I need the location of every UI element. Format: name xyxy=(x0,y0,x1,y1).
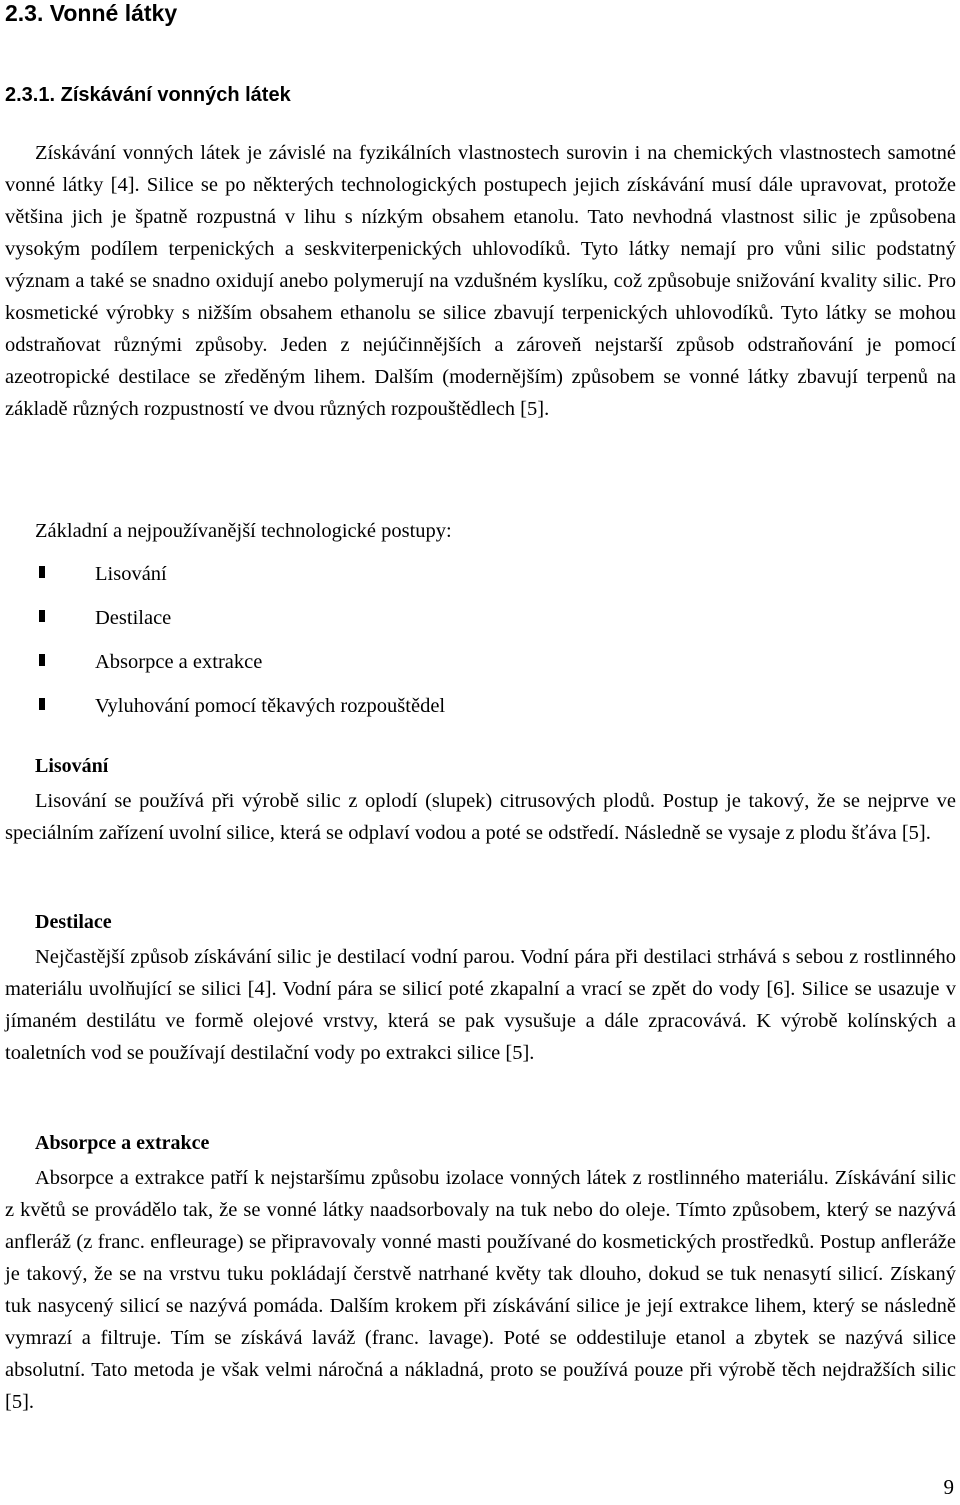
absorpce-paragraph: Absorpce a extrakce patří k nejstaršímu způsobu izolace vonných látek z rostlinného materiálu. Získávání silic z květů se provádělo tak, že se vonné látky naadsorbovaly na tuk nebo do oleje. Tímto způsobem, který se nazývá anfleráž (z franc. enfleurage) se připravovaly vonné masti používané do kosmetických prostředků. Postup anfleráže je takový, že se na vrstvu tuku pokládají čerstvě natrhané květy tak dlouho, dokud se tuk nenasytí silicí. Získaný tuk nasycený silicí se nazývá pomáda. Dalším krokem při získávání silice je její extrakce lihem, který se následně vymrazí a filtruje. Tím se získává laváž (franc. lavage). Poté se oddestiluje etanol a zbytek se nazývá silice absolutní. Tato metoda je však velmi náročná a nákladná, proto se používá pouze při výrobě těch nejdražších silic [5]. xyxy=(5,1167,956,1413)
list-item-text: Vyluhování pomocí těkavých rozpouštědel xyxy=(95,695,446,717)
bullet-marker xyxy=(39,610,45,622)
bullet-marker xyxy=(39,566,45,578)
lisovani-heading: Lisování xyxy=(35,755,109,777)
list-item-text: Absorpce a extrakce xyxy=(95,651,263,673)
section-heading: 2.3. Vonné látky xyxy=(5,0,178,26)
destilace-paragraph: Nejčastější způsob získávání silic je destilací vodní parou. Vodní pára při destilaci strhává s sebou z rostlinného materiálu uvolňující se silici [4]. Vodní pára se silicí poté zkapalní a vrací se zpět do vody [6]. Silice se usazuje v jímaném destilátu ve formě olejové vrstvy, která se pak vysušuje a dále zpracovává. K výrobě kolínských a toaletních vod se používají destilační vody po extrakci silice [5]. xyxy=(5,946,956,1064)
bullet-marker xyxy=(39,654,45,666)
paragraph-intro: Získávání vonných látek je závislé na fyzikálních vlastnostech surovin i na chemických vlastnostech samotné vonné látky [4]. Silice se po některých technologických postupech jejich získávání musí dále upravovat, protože většina jich je špatně rozpustná v lihu s nízkým obsahem etanolu. Tato nevhodná vlastnost silic je způsobena vysokým podílem terpenických a seskviterpenických uhlovodíků. Tyto látky nemají pro vůni silic podstatný význam a také se snadno oxidují anebo polymerují na vzdušném kyslíku, což způsobuje snižování kvality silic. Pro kosmetické výrobky s nižším obsahem ethanolu se silice zbavují terpenických uhlovodíků. Tyto látky se mohou odstraňovat různými způsoby. Jeden z nejúčinnějších a zároveň nejstarší způsob odstraňování je pomocí azeotropické destilace se zředěným lihem. Dalším (modernějším) způsobem se vonné látky zbavují terpenů na základě různých rozpustností ve dvou různých rozpouštědlech [5]. xyxy=(5,142,956,420)
absorpce-heading: Absorpce a extrakce xyxy=(35,1132,210,1154)
bullet-marker xyxy=(39,698,45,710)
list-item-text: Lisování xyxy=(95,563,167,585)
page-number: 9 xyxy=(943,1475,954,1499)
list-item-text: Destilace xyxy=(95,607,172,629)
lisovani-paragraph: Lisování se používá při výrobě silic z oplodí (slupek) citrusových plodů. Postup je takový, že se nejprve ve speciálním zařízení uvolní silice, která se odplaví vodou a poté se odstředí. Následně se vysaje z plodu šťáva [5]. xyxy=(5,790,956,844)
subsection-heading: 2.3.1. Získávání vonných látek xyxy=(5,84,291,106)
methods-intro: Základní a nejpoužívanější technologické postupy: xyxy=(35,520,452,542)
destilace-heading: Destilace xyxy=(35,911,112,933)
